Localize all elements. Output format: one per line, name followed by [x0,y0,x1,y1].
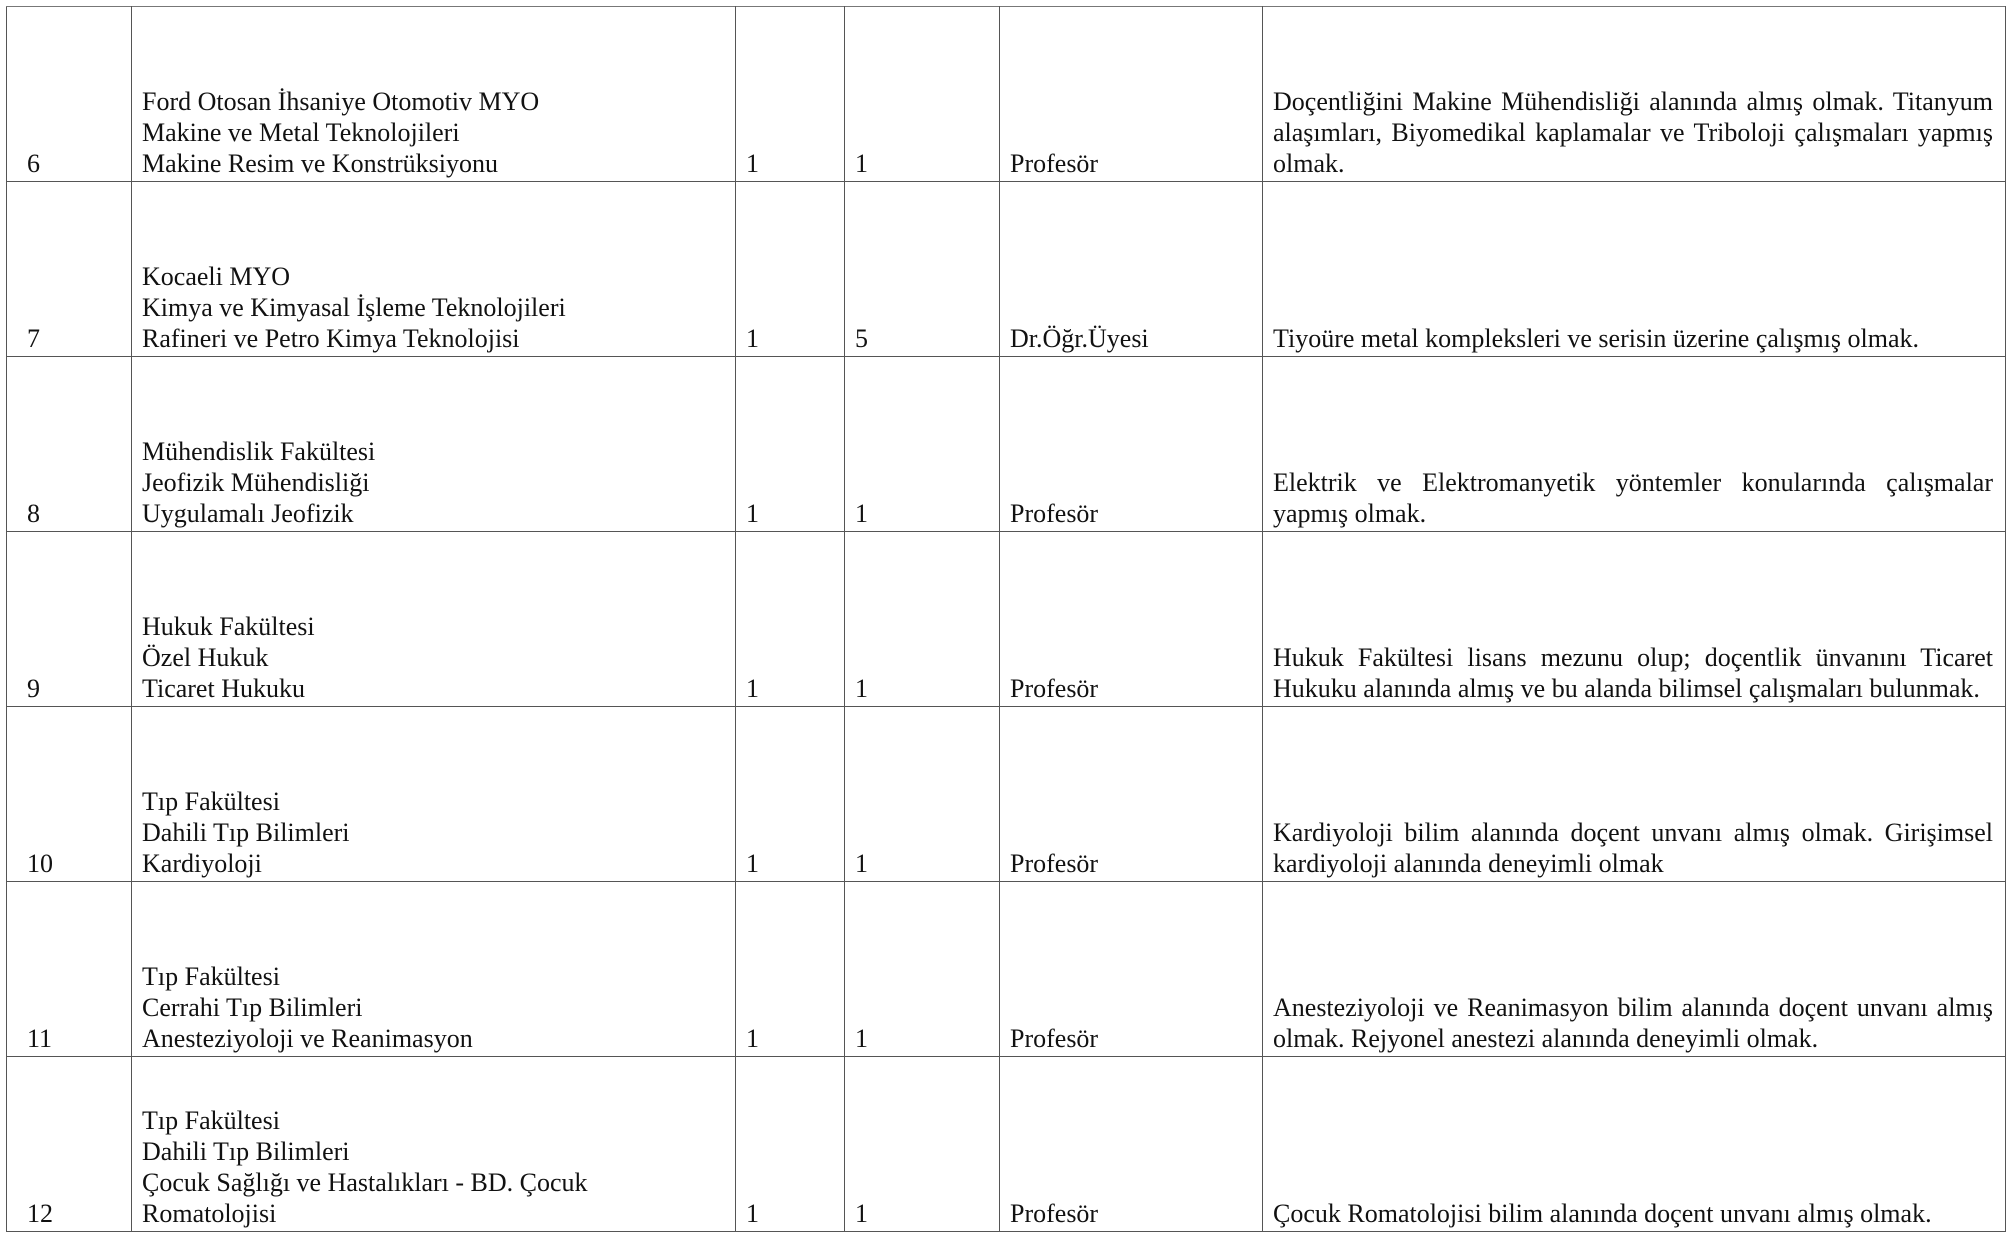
row-number: 9 [7,532,132,707]
unit-line: Mühendislik Fakültesi [142,437,376,466]
condition-text: Elektrik ve Elektromanyetik yöntemler konularında çalışmalar yapmış olmak. [1263,357,2006,532]
unit-line: Dahili Tıp Bilimleri [142,1137,350,1166]
count-b: 1 [845,532,1000,707]
academic-title: Profesör [1000,707,1263,882]
count-b: 1 [845,707,1000,882]
row-number: 8 [7,357,132,532]
unit-line: Çocuk Sağlığı ve Hastalıkları - BD. Çocuk [142,1168,588,1197]
table-row [7,882,2006,1057]
condition-text: Çocuk Romatolojisi bilim alanında doçent unvanı almış olmak. [1263,1057,2006,1232]
count-b: 1 [845,1057,1000,1232]
row-number: 7 [7,182,132,357]
count-b: 5 [845,182,1000,357]
academic-title: Profesör [1000,1057,1263,1232]
unit-line: Anesteziyoloji ve Reanimasyon [142,1024,473,1053]
condition-text: Anesteziyoloji ve Reanimasyon bilim alanında doçent unvanı almış olmak. Rejyonel anestezi alanında deneyimli olmak. [1263,882,2006,1057]
academic-title: Profesör [1000,532,1263,707]
row-number: 11 [7,882,132,1057]
row-number: 12 [7,1057,132,1232]
unit-line: Makine ve Metal Teknolojileri [142,118,460,147]
count-a: 1 [736,707,845,882]
row-number: 6 [7,7,132,182]
unit-cell [132,882,736,1057]
unit-line: Rafineri ve Petro Kimya Teknolojisi [142,324,520,353]
unit-line: Ford Otosan İhsaniye Otomotiv MYO [142,87,540,116]
academic-title: Profesör [1000,882,1263,1057]
count-b: 1 [845,882,1000,1057]
academic-title: Dr.Öğr.Üyesi [1000,182,1263,357]
unit-line: Romatolojisi [142,1199,277,1228]
condition-text: Tiyoüre metal kompleksleri ve serisin üzerine çalışmış olmak. [1263,182,2006,357]
unit-line: Makine Resim ve Konstrüksiyonu [142,149,499,178]
positions-table [6,6,2006,1232]
unit-line: Cerrahi Tıp Bilimleri [142,993,363,1022]
unit-line: Tıp Fakültesi [142,1106,280,1135]
condition-text: Doçentliğini Makine Mühendisliği alanında almış olmak. Titanyum alaşımları, Biyomedikal kaplamalar ve Triboloji çalışmaları yapmış olmak. [1263,7,2006,182]
table-row [7,1057,2006,1232]
document-page [6,6,2005,1250]
count-b: 1 [845,7,1000,182]
unit-line: Tıp Fakültesi [142,962,280,991]
unit-line: Kardiyoloji [142,849,262,878]
unit-line: Ticaret Hukuku [142,674,305,703]
count-a: 1 [736,1057,845,1232]
table-row [7,357,2006,532]
unit-line: Jeofizik Mühendisliği [142,468,370,497]
unit-line: Kocaeli MYO [142,262,291,291]
count-a: 1 [736,532,845,707]
academic-title: Profesör [1000,357,1263,532]
table-row [7,532,2006,707]
count-a: 1 [736,182,845,357]
unit-cell [132,7,736,182]
unit-cell [132,532,736,707]
condition-text: Kardiyoloji bilim alanında doçent unvanı almış olmak. Girişimsel kardiyoloji alanında deneyimli olmak [1263,707,2006,882]
unit-cell [132,182,736,357]
unit-cell [132,1057,736,1232]
unit-line: Kimya ve Kimyasal İşleme Teknolojileri [142,293,566,322]
unit-cell [132,707,736,882]
unit-line: Uygulamalı Jeofizik [142,499,354,528]
count-a: 1 [736,7,845,182]
unit-line: Dahili Tıp Bilimleri [142,818,350,847]
table-row [7,707,2006,882]
row-number: 10 [7,707,132,882]
unit-line: Tıp Fakültesi [142,787,280,816]
unit-cell [132,357,736,532]
condition-text: Hukuk Fakültesi lisans mezunu olup; doçentlik ünvanını Ticaret Hukuku alanında almış ve bu alanda bilimsel çalışmaları bulunmak. [1263,532,2006,707]
count-a: 1 [736,882,845,1057]
table-row [7,7,2006,182]
count-a: 1 [736,357,845,532]
unit-line: Hukuk Fakültesi [142,612,315,641]
unit-line: Özel Hukuk [142,643,269,672]
academic-title: Profesör [1000,7,1263,182]
table-row [7,182,2006,357]
count-b: 1 [845,357,1000,532]
